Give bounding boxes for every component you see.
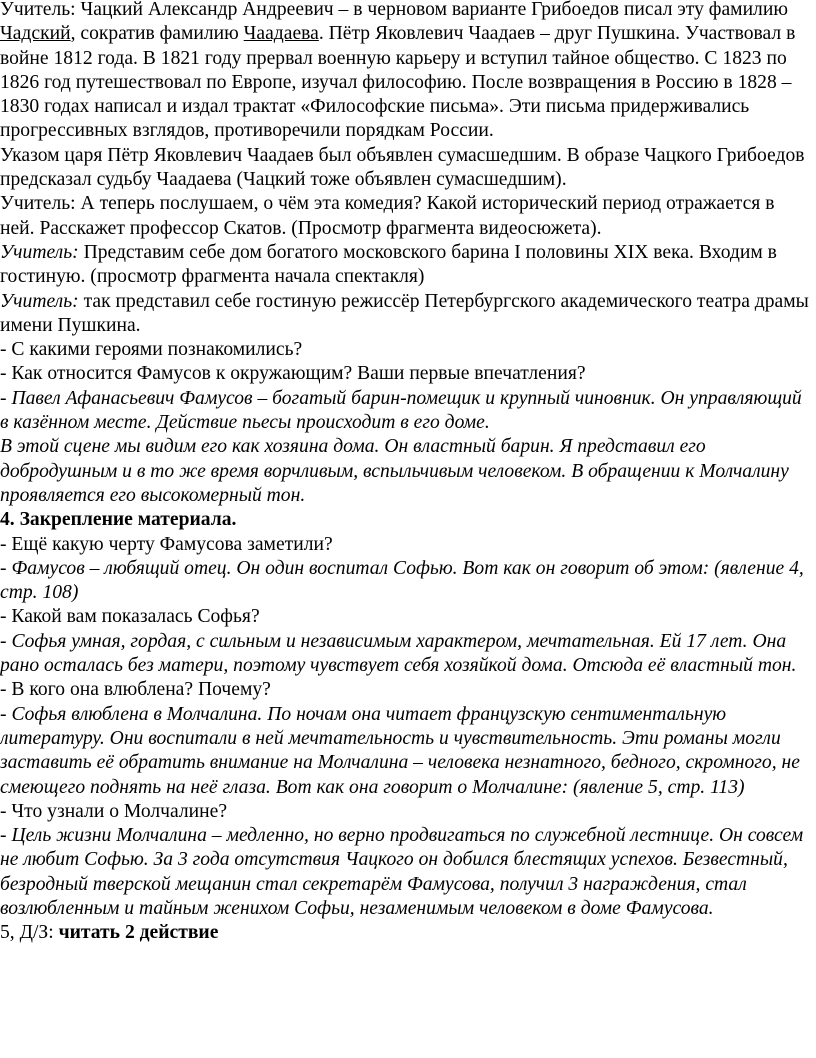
underlined-chadsky: Чадский bbox=[0, 23, 71, 45]
answer-sofia-love-text: Софья влюблена в Молчалина. По ночам она читает французскую сентиментальную литературу. Они воспитали в ней мечтательность и чувствительность. Эти романы могли заставить её обратить внимание на Молчалина – человека незнатного, бедного, скромного, не смеющего поднять на неё глаза. Вот как она говорит о Молчалине: (явление 5, стр. 113) bbox=[0, 703, 800, 798]
homework-number: 5, Д/З: bbox=[0, 922, 59, 944]
question-famusov-trait: - Ещё какую черту Фамусова заметили? bbox=[0, 533, 333, 555]
intro-text-2: , сократив фамилию bbox=[70, 23, 244, 45]
answer-sofia: - Софья умная, гордая, с сильным и независимым характером, мечтательная. Ей 17 лет. Она рано осталась без матери, поэтому чувствует себя хозяйкой дома. Отсюда её властный тон. bbox=[0, 630, 797, 677]
gostinaya-text: так представил себе гостиную режиссёр Петербургского академического театра драмы имени Пушкина. bbox=[0, 290, 809, 336]
question-heroes: - С какими героями познакомились? bbox=[0, 339, 303, 361]
question-famusov-attitude: - Как относится Фамусов к окружающим? Ваши первые впечатления? bbox=[0, 363, 586, 385]
answer-famusov-father-text: Фамусов – любящий отец. Он один воспитал Софью. Вот как он говорит об этом: (явление 4, стр. 108) bbox=[0, 557, 804, 604]
homework-text: читать 2 действие bbox=[58, 922, 219, 944]
answer-famusov-father: - Фамусов – любящий отец. Он один воспитал Софью. Вот как он говорит об этом: (явление 4, стр. 108) bbox=[0, 557, 804, 604]
intro-text-1: Учитель: Чацкий Александр Андреевич – в черновом варианте Грибоедов писал эту фамилию bbox=[0, 0, 788, 20]
intro-paragraph bbox=[0, 0, 812, 144]
answer-sofia-text: Софья умная, гордая, с сильным и независимым характером, мечтательная. Ей 17 лет. Она рано осталась без матери, поэтому чувствует себя хозяйкой дома. Отсюда её властный тон. bbox=[0, 630, 797, 677]
dom-text: Представим себе дом богатого московского барина I половины XIX века. Входим в гостиную. (просмотр фрагмента начала спектакля) bbox=[0, 241, 777, 288]
comedy-paragraph: Учитель: А теперь послушаем, о чём эта комедия? Какой исторический период отражается в ней. Расскажет профессор Скатов. (Просмотр фрагмента видеосюжета). bbox=[0, 193, 775, 239]
teacher-label: Учитель: bbox=[0, 290, 79, 312]
section-heading: 4. Закрепление материала. bbox=[0, 509, 237, 531]
question-sofia-love: - В кого она влюблена? Почему? bbox=[0, 679, 271, 701]
gostinaya-paragraph bbox=[0, 290, 812, 339]
answer-famusov: - Павел Афанасьевич Фамусов – богатый барин-помещик и крупный чиновник. Он управляющий в казённом месте. Действие пьесы происходит в его доме. bbox=[0, 387, 802, 434]
teacher-label: Учитель: bbox=[0, 241, 79, 263]
intro-text-3: . Пётр Яковлевич Чаадаев – друг Пушкина. Участвовал в войне 1812 года. В 1821 году прервал военную карьеру и вступил тайное общество. С 1823 по 1826 год путешествовал по Европе, изучал философию. После возвращения в Россию в 1828 – 1830 годах написал и издал трактат «Философские письма». Эти письма придерживались прогрессивных взглядов, противоречили порядкам России. bbox=[0, 23, 796, 142]
answer-molchalin-text: Цель жизни Молчалина – медленно, но верно продвигаться по служебной лестнице. Он совсем не любит Софью. За 3 года отсутствия Чацкого он добился блестящих успехов. Безвестный, безродный тверской мещанин стал секретарём Фамусова, получил 3 награждения, стал возлюбленным и тайным женихом Софьи, незаменимым человеком в доме Фамусова. bbox=[0, 825, 804, 919]
answer-famusov-scene: В этой сцене мы видим его как хозяина дома. Он властный барин. Я представил его добродушным и в то же время ворчливым, вспыльчивым человеком. В обращении к Молчалину проявляется его высокомерный тон. bbox=[0, 436, 789, 506]
homework bbox=[0, 921, 812, 945]
question-molchalin: - Что узнали о Молчалине? bbox=[0, 800, 228, 822]
question-sofia: - Какой вам показалась Софья? bbox=[0, 606, 260, 628]
underlined-chaadaev: Чаадаева bbox=[243, 23, 319, 45]
answer-molchalin: - Цель жизни Молчалина – медленно, но верно продвигаться по служебной лестнице. Он совсем не любит Софью. За 3 года отсутствия Чацкого он добился блестящих успехов. Безвестный, безродный тверской мещанин стал секретарём Фамусова, получил 3 награждения, стал возлюбленным и тайным женихом Софьи, незаменимым человеком в доме Фамусова. bbox=[0, 825, 804, 919]
answer-sofia-love: - Софья влюблена в Молчалина. По ночам она читает французскую сентиментальную литературу. Они воспитали в ней мечтательность и чувствительность. Эти романы могли заставить её обратить внимание на Молчалина – человека незнатного, бедного, скромного, не смеющего поднять на неё глаза. Вот как она говорит о Молчалине: (явление 5, стр. 113) bbox=[0, 703, 800, 798]
answer-famusov-text: Павел Афанасьевич Фамусов – богатый барин-помещик и крупный чиновник. Он управляющий в казённом месте. Действие пьесы происходит в его доме. bbox=[0, 387, 802, 434]
ukaz-paragraph: Указом царя Пётр Яковлевич Чаадаев был объявлен сумасшедшим. В образе Чацкого Грибоедов предсказал судьбу Чаадаева (Чацкий тоже объявлен сумасшедшим). bbox=[0, 144, 805, 191]
dom-paragraph bbox=[0, 241, 812, 290]
